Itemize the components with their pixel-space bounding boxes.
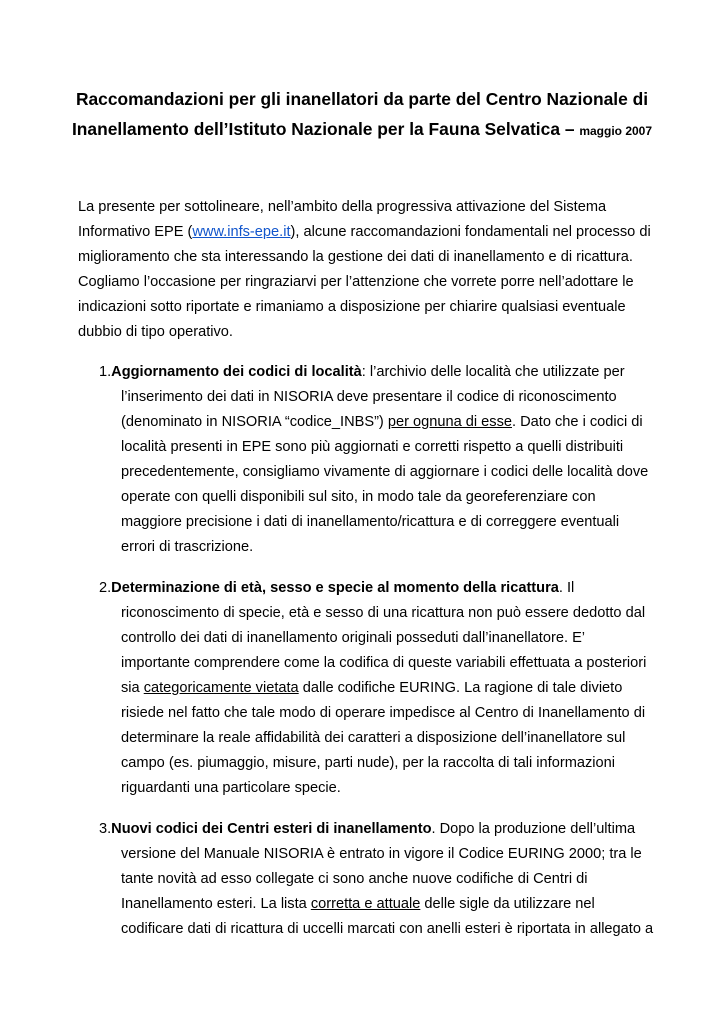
item-line [0,892,653,917]
intro-line: indicazioni sotto riportate e rimaniamo a disposizione per chiarire qualsiasi eventuale [78,299,626,315]
item-line: tante novità ad esso collegate ci sono anche nuove codifiche di Centri di [121,871,588,887]
intro-text: ), alcune raccomandazioni fondamentali nel processo di [290,224,651,240]
list-item-1 [0,360,648,560]
item-heading: Determinazione di età, sesso e specie al momento della ricattura [111,580,559,596]
intro-line: La presente per sottolineare, nell’ambito della progressiva attivazione del Sistema [78,199,607,215]
item-line: importante comprendere come la codifica di queste variabili effettuata a posteriori [121,655,647,671]
underlined-text: corretta e attuale [310,896,421,912]
item-line: operate con quelli disponibili sul sito, in modo tale da georeferenziare con [121,489,596,505]
item-line: precedentemente, consigliamo vivamente di aggiornare i codici delle località dove [121,464,649,480]
item-text: Inanellamento esteri. La lista [121,896,311,912]
title-line-2 [60,114,664,146]
intro-line: Cogliamo l’occasione per ringraziarvi per l’attenzione che vorrete porre nell’adottare le [78,274,634,290]
intro-line: dubbio di tipo operativo. [78,324,233,340]
intro-paragraph [78,195,678,345]
item-heading: Aggiornamento dei codici di località [111,364,362,380]
item-line: risiede nel fatto che tale modo di operare impedisce al Centro di Inanellamento di [121,705,646,721]
item-text: . Dato che i codici di [512,414,643,430]
epe-website-link[interactable]: www.infs-epe.it [192,224,291,240]
title-line-1: Raccomandazioni per gli inanellatori da parte del Centro Nazionale di [75,89,649,109]
item-text: (denominato in NISORIA “codice_INBS”) [121,414,388,430]
underlined-text: categoricamente vietata [143,680,299,696]
item-line: codificare dati di ricattura di uccelli marcati con anelli esteri è riportata in allegato a [121,921,654,937]
item-line [0,676,646,701]
item-text: . Dopo la produzione dell’ultima [431,821,636,837]
item-line: riconoscimento di specie, età e sesso di una ricattura non può essere dedotto dal [121,605,646,621]
item-line: riguardanti una particolare specie. [121,780,341,796]
item-line [0,817,653,842]
intro-text: Informativo EPE ( [78,224,193,240]
item-line [0,360,648,385]
item-text: : l’archivio delle località che utilizzate per [361,364,625,380]
item-line: versione del Manuale NISORIA è entrato in vigore il Codice EURING 2000; tra le [121,846,642,862]
item-line [0,410,648,435]
title-date: maggio 2007 [579,124,653,138]
item-text: sia [121,680,144,696]
underlined-text: per ognuna di esse [387,414,512,430]
item-line: determinare la reale affidabilità dei caratteri a disposizione dell’inanellatore sul [121,730,626,746]
item-number: 3. [99,821,112,837]
list-item-3 [0,817,653,942]
item-text: delle sigle da utilizzare nel [420,896,595,912]
document-title [60,84,664,146]
intro-line: miglioramento che sta interessando la gestione dei dati di inanellamento e di ricattura. [78,249,633,265]
item-line [0,576,646,601]
list-item-2 [0,576,646,801]
item-line: errori di trascrizione. [121,539,254,555]
item-number: 2. [99,580,112,596]
intro-line [78,220,678,245]
item-text: . Il [558,580,575,596]
item-number: 1. [99,364,112,380]
item-line: località presenti in EPE sono più aggiornati e corretti rispetto a quelli distribuiti [121,439,624,455]
item-heading: Nuovi codici dei Centri esteri di inanellamento [111,821,432,837]
title-line-2-main: Inanellamento dell’Istituto Nazionale per la Fauna Selvatica – [71,119,580,139]
item-line: maggiore precisione i dati di inanellamento/ricattura e di correggere eventuali [121,514,620,530]
item-line: controllo dei dati di inanellamento originali posseduti dall’inanellatore. E’ [121,630,586,646]
item-text: dalle codifiche EURING. La ragione di tale divieto [298,680,623,696]
item-line: campo (es. piumaggio, misure, parti nude), per la raccolta di tali informazioni [121,755,615,771]
item-line: l’inserimento dei dati in NISORIA deve presentare il codice di riconoscimento [121,389,617,405]
